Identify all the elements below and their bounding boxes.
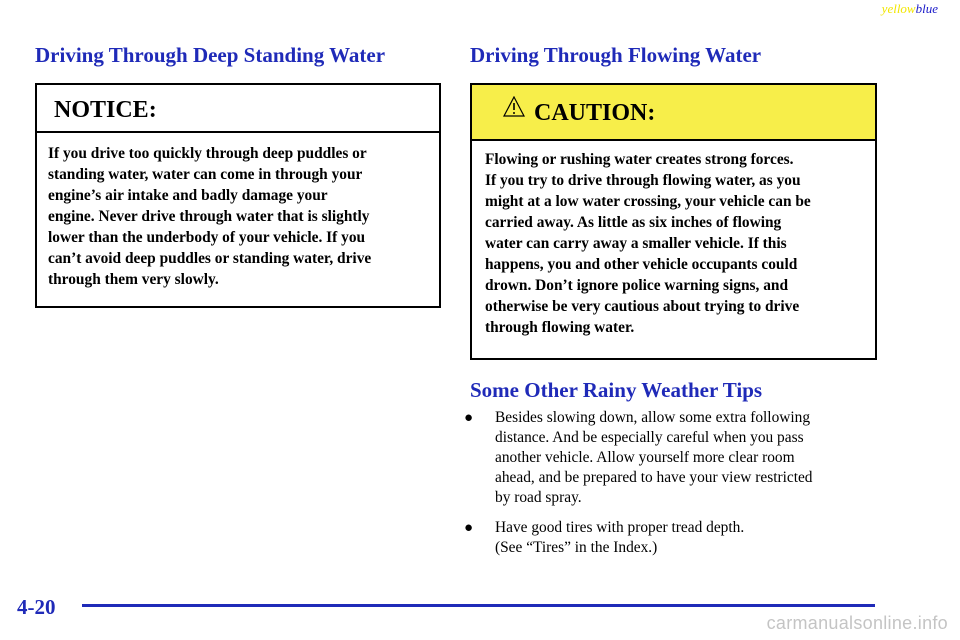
notice-line: through them very slowly. [48, 271, 219, 288]
caution-title: CAUTION: [534, 100, 656, 126]
notice-line: can’t avoid deep puddles or standing water, drive [48, 250, 372, 267]
tip-line: Have good tires with proper tread depth. [495, 519, 745, 536]
tip-line: by road spray. [495, 489, 582, 506]
caution-line: might at a low water crossing, your vehicle can be [485, 193, 811, 210]
caution-line: carried away. As little as six inches of flowing [485, 214, 782, 231]
bullet-icon: ● [464, 410, 474, 426]
tip-line: another vehicle. Allow yourself more clear room [495, 449, 795, 466]
caution-line: Flowing or rushing water creates strong forces. [485, 151, 794, 168]
caution-line: through flowing water. [485, 319, 635, 336]
tip-line: Besides slowing down, allow some extra following [495, 409, 811, 426]
tips-list [464, 408, 890, 568]
caution-body [472, 141, 875, 338]
notice-box [35, 83, 441, 308]
notice-line: engine. Never drive through water that is slightly [48, 208, 370, 225]
watermark: carmanualsonline.info [766, 613, 948, 633]
notice-line: engine’s air intake and badly damage your [48, 187, 328, 204]
warning-triangle-icon [503, 96, 525, 118]
caution-line: otherwise be very cautious about trying to drive [485, 298, 800, 315]
corner-tag [882, 1, 938, 17]
footer-rule [82, 604, 875, 607]
caution-line: water can carry away a smaller vehicle. If this [485, 235, 787, 252]
corner-tag-blue: blue [915, 1, 938, 16]
caution-box [470, 83, 877, 360]
tips-list-item [464, 518, 890, 558]
section-heading-standing-water: Driving Through Deep Standing Water [35, 43, 386, 67]
notice-line: lower than the underbody of your vehicle. If you [48, 229, 366, 246]
notice-body [37, 133, 439, 290]
caution-line: If you try to drive through flowing water, as you [485, 172, 801, 189]
tip-line: distance. And be especially careful when you pass [495, 429, 804, 446]
caution-line: drown. Don’t ignore police warning signs, and [485, 277, 789, 294]
tip-line: ahead, and be prepared to have your view restricted [495, 469, 813, 486]
section-heading-flowing-water: Driving Through Flowing Water [470, 43, 762, 67]
caution-line: happens, you and other vehicle occupants could [485, 256, 798, 273]
page-number: 4-20 [17, 595, 56, 619]
notice-line: standing water, water can come in through your [48, 166, 363, 183]
caution-header [472, 85, 875, 141]
corner-tag-yellow: yellow [881, 1, 916, 16]
tips-list-item [464, 408, 890, 508]
notice-title: NOTICE: [37, 85, 439, 133]
tip-line: (See “Tires” in the Index.) [495, 539, 658, 556]
bullet-icon: ● [464, 520, 474, 536]
notice-line: If you drive too quickly through deep puddles or [48, 145, 367, 162]
section-heading-rainy-tips: Some Other Rainy Weather Tips [470, 378, 763, 402]
